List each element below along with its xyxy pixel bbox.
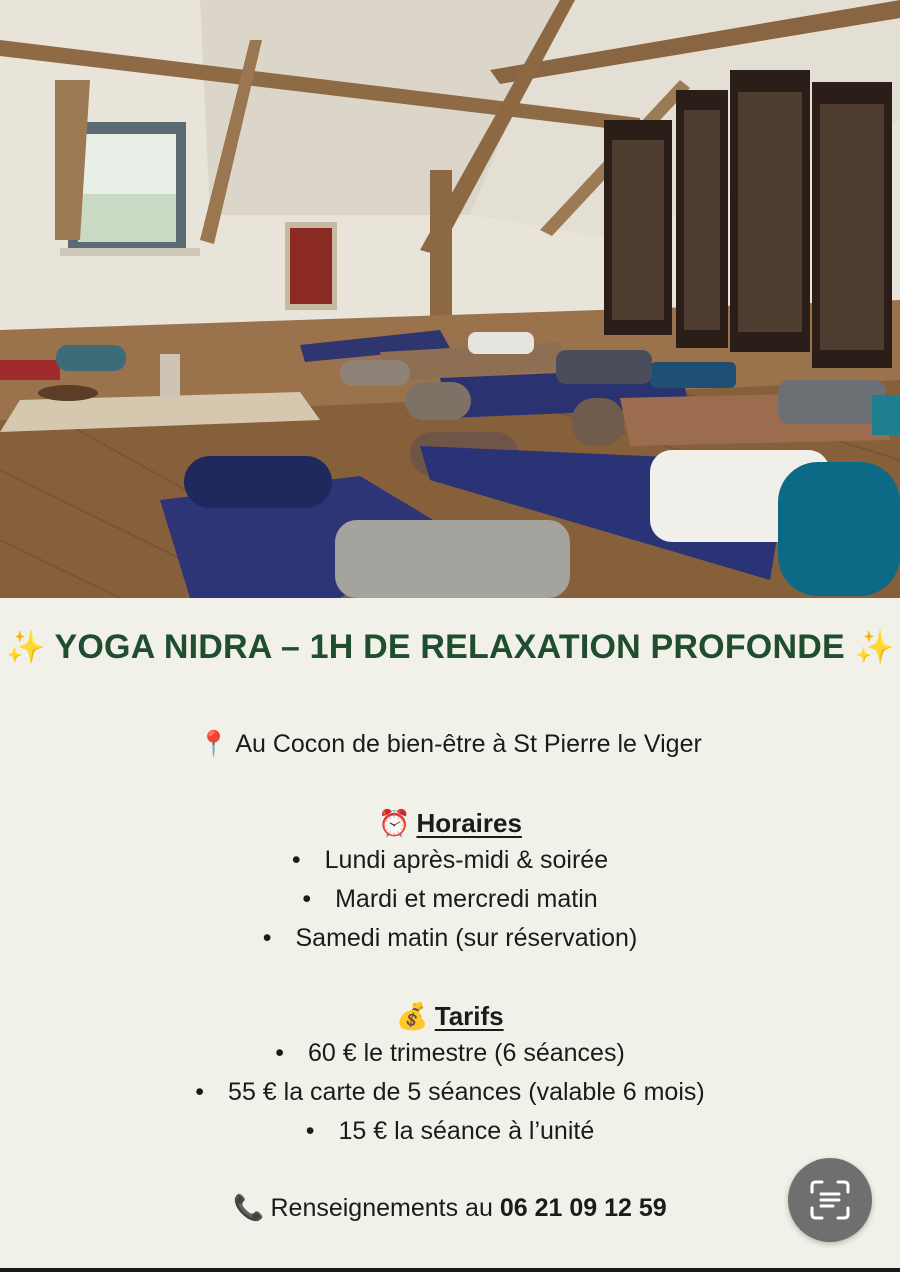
- prices-heading-label: Tarifs: [434, 1001, 504, 1031]
- hours-item: Samedi matin (sur réservation): [295, 924, 638, 952]
- contact-text: Renseignements au: [270, 1194, 493, 1222]
- sparkles-icon: ✨: [854, 629, 895, 665]
- price-item: 55 € la carte de 5 séances (valable 6 mois): [228, 1078, 705, 1106]
- list-item: [0, 924, 900, 953]
- event-title: [0, 628, 900, 667]
- bottom-edge: [0, 1268, 900, 1272]
- price-item: 15 € la séance à l’unité: [338, 1117, 595, 1145]
- sparkles-icon: ✨: [5, 629, 46, 665]
- hours-heading: [0, 808, 900, 839]
- contact-line: [0, 1194, 900, 1223]
- alarm-clock-icon: ⏰: [378, 808, 411, 838]
- phone-number-link[interactable]: 06 21 09 12 59: [499, 1194, 667, 1222]
- bullet-icon: •: [305, 1117, 315, 1145]
- pin-icon: 📍: [198, 730, 230, 758]
- hours-item: Lundi après-midi & soirée: [324, 846, 609, 874]
- studio-photo: [0, 0, 900, 598]
- yoga-room-illustration: [0, 0, 900, 598]
- list-item: [0, 885, 900, 914]
- hours-item: Mardi et mercredi matin: [335, 885, 598, 913]
- location-line: [0, 730, 900, 759]
- scan-text-button[interactable]: [788, 1158, 872, 1242]
- money-bag-icon: 💰: [396, 1001, 429, 1031]
- phone-icon: 📞: [233, 1194, 265, 1222]
- bullet-icon: •: [262, 924, 272, 952]
- list-item: [0, 1078, 900, 1107]
- hours-heading-label: Horaires: [416, 808, 522, 838]
- bullet-icon: •: [302, 885, 312, 913]
- bullet-icon: •: [195, 1078, 205, 1106]
- location-text: Au Cocon de bien-être à St Pierre le Viger: [235, 730, 702, 758]
- event-title-text: YOGA NIDRA – 1H DE RELAXATION PROFONDE: [54, 628, 845, 666]
- text-scan-icon: [808, 1178, 852, 1222]
- list-item: [0, 1039, 900, 1068]
- prices-heading: [0, 1001, 900, 1032]
- event-details: [0, 598, 900, 1272]
- price-item: 60 € le trimestre (6 séances): [307, 1039, 625, 1067]
- bullet-icon: •: [275, 1039, 284, 1067]
- list-item: [0, 1117, 900, 1146]
- bullet-icon: •: [291, 846, 301, 874]
- list-item: [0, 846, 900, 875]
